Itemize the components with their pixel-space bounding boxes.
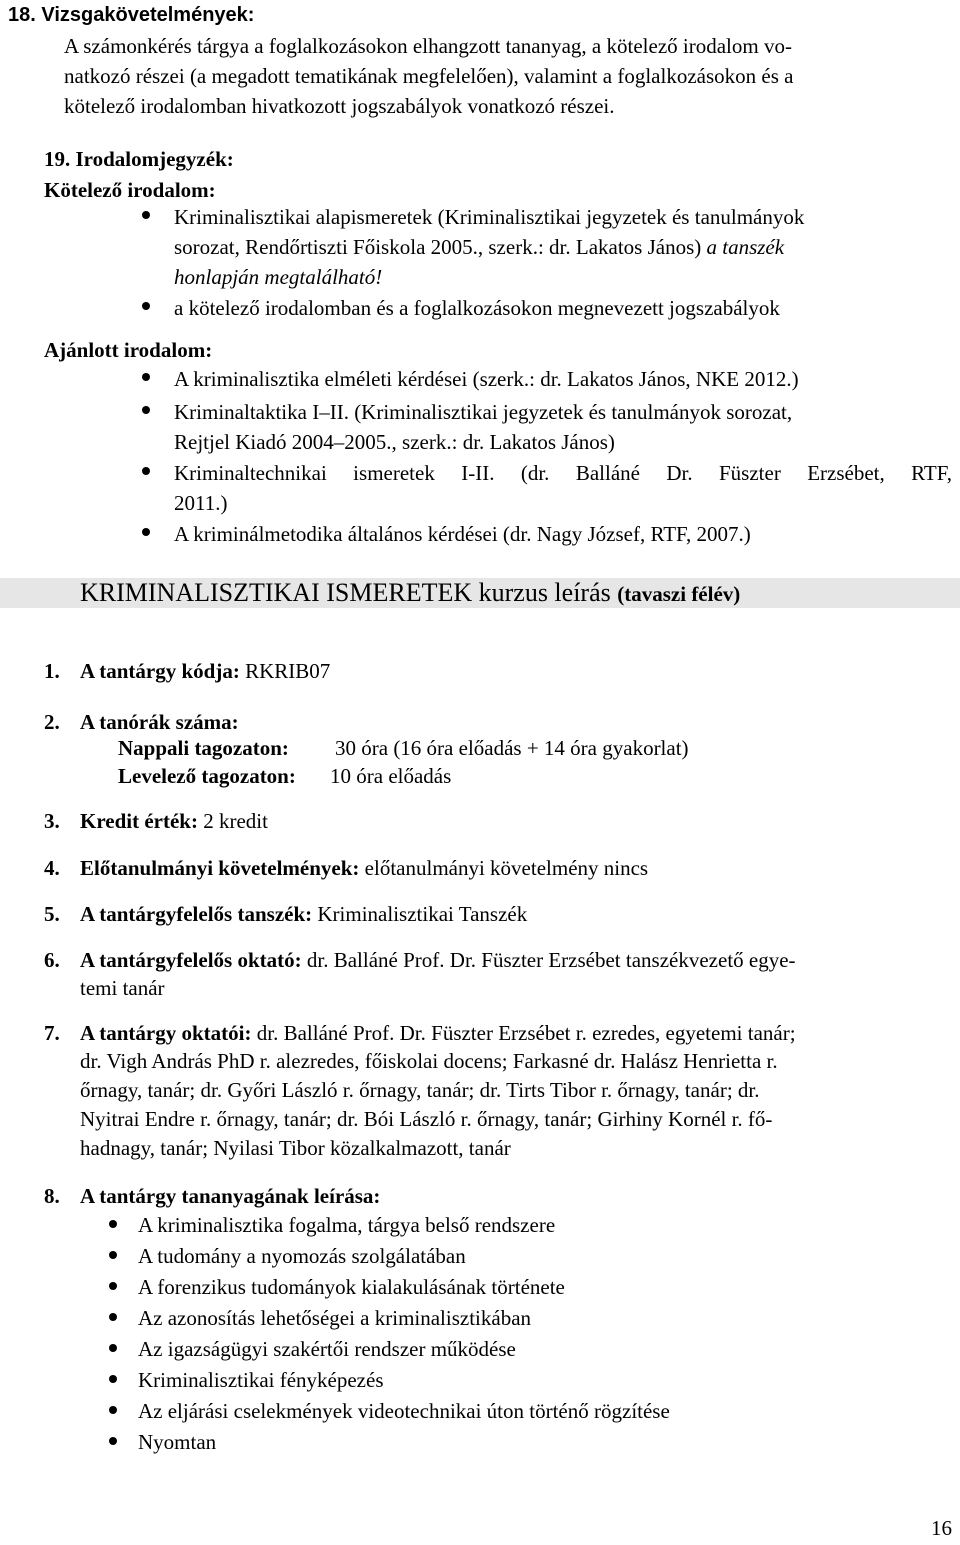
item-1-label: A tantárgy kódja: — [80, 659, 240, 683]
course-title-text: KRIMINALISZTIKAI ISMERETEK kurzus leírás — [80, 578, 611, 607]
list-item — [0, 1210, 960, 1241]
bullet-icon — [109, 1251, 117, 1259]
item-8-number: 8. — [44, 1184, 60, 1208]
bullet-icon — [142, 467, 150, 475]
item-4-value: előtanulmányi követelmény nincs — [364, 856, 649, 880]
required-item-1-line-1: Kriminalisztikai alapismeretek (Kriminalisztikai jegyzetek és tanulmányok — [174, 205, 805, 229]
item-6-label: A tantárgyfelelős oktató: — [80, 948, 302, 972]
recommended-item-2-line-2: Rejtjel Kiadó 2004–2005., szerk.: dr. Lakatos János) — [174, 430, 615, 454]
item-5-value: Kriminalisztikai Tanszék — [317, 902, 528, 926]
list-item-text: A kriminalisztika fogalma, tárgya belső rendszere — [138, 1213, 556, 1237]
item-5 — [80, 899, 527, 931]
list-item-text: Az azonosítás lehetőségei a kriminalisztikában — [138, 1306, 532, 1330]
item-7-line-4: Nyitrai Endre r. őrnagy, tanár; dr. Bói László r. őrnagy, tanár; Girhiny Kornél r. fő- — [80, 1107, 773, 1131]
item-2-day-label: Nappali tagozaton: — [118, 736, 289, 760]
list-item-text: Nyomtan — [138, 1430, 217, 1454]
item-2-day-value: 30 óra (16 óra előadás + 14 óra gyakorlat) — [335, 736, 689, 760]
recommended-item-2-line-1: Kriminaltaktika I–II. (Kriminalisztikai jegyzetek és tanulmányok sorozat, — [174, 400, 793, 424]
section-18-line-2: natkozó részei (a megadott tematikának megfelelően), valamint a foglalkozásokon és a — [64, 64, 794, 88]
item-2-number: 2. — [44, 710, 60, 734]
section-18-heading: 18. Vizsgakövetelmények: — [8, 4, 255, 26]
item-7-label: A tantárgy oktatói: — [80, 1021, 252, 1045]
item-4 — [80, 853, 648, 885]
bullet-icon — [142, 302, 150, 310]
section-18-line-3: kötelező irodalomban hivatkozott jogszabályok vonatkozó részei. — [64, 94, 615, 118]
item-7-number: 7. — [44, 1021, 60, 1045]
section-19-heading: 19. Irodalomjegyzék: — [44, 147, 234, 171]
item-7-line-3: őrnagy, tanár; dr. Győri László r. őrnagy, tanár; dr. Tirts Tibor r. őrnagy, tanár; dr. — [80, 1078, 760, 1102]
bullet-icon — [109, 1375, 117, 1383]
list-item — [0, 1365, 960, 1396]
bullet-icon — [142, 373, 150, 381]
list-item — [0, 1427, 960, 1458]
bullet-icon — [142, 528, 150, 536]
list-item — [0, 1303, 960, 1334]
required-item-1-line-2 — [174, 232, 784, 264]
required-item-1-line-3: honlapján megtalálható! — [174, 265, 383, 289]
recommended-item-1: A kriminalisztika elméleti kérdései (szerk.: dr. Lakatos János, NKE 2012.) — [174, 367, 799, 391]
recommended-item-4: A kriminálmetodika általános kérdései (dr. Nagy József, RTF, 2007.) — [174, 522, 751, 546]
item-3-label: Kredit érték: — [80, 809, 198, 833]
item-6-line-1 — [80, 945, 796, 977]
list-item-text: Az igazságügyi szakértői rendszer működése — [138, 1337, 516, 1361]
bullet-icon — [109, 1313, 117, 1321]
item-2-label: A tanórák száma: — [80, 710, 239, 734]
item-3 — [80, 806, 268, 838]
bullet-icon — [142, 406, 150, 414]
recommended-item-3-line-2: 2011.) — [174, 491, 228, 515]
page-number: 16 — [931, 1516, 952, 1540]
item-3-number: 3. — [44, 809, 60, 833]
item-8-label: A tantárgy tananyagának leírása: — [80, 1184, 381, 1208]
item-4-label: Előtanulmányi követelmények: — [80, 856, 360, 880]
required-item-1-text: sorozat, Rendőrtiszti Főiskola 2005., szerk.: dr. Lakatos János) — [174, 235, 702, 259]
item-2-correspondence-value: 10 óra előadás — [330, 764, 452, 788]
item-7-line-2: dr. Vigh András PhD r. alezredes, főiskolai docens; Farkasné dr. Halász Henrietta r. — [80, 1049, 778, 1073]
list-item-text: Kriminalisztikai fényképezés — [138, 1368, 384, 1392]
item-7-line-5: hadnagy, tanár; Nyilasi Tibor közalkalmazott, tanár — [80, 1136, 511, 1160]
required-item-2: a kötelező irodalomban és a foglalkozásokon megnevezett jogszabályok — [174, 296, 780, 320]
list-item — [0, 1241, 960, 1272]
recommended-item-3-line-1: Kriminaltechnikai ismeretek I-II. (dr. Balláné Dr. Füszter Erzsébet, RTF, — [174, 461, 952, 485]
bullet-icon — [142, 211, 150, 219]
list-item — [0, 1272, 960, 1303]
list-item — [0, 1396, 960, 1427]
course-semester: (tavaszi félév) — [617, 582, 741, 606]
list-item-text: Az eljárási cselekmények videotechnikai úton történő rögzítése — [138, 1399, 670, 1423]
item-6-number: 6. — [44, 948, 60, 972]
required-literature-label: Kötelező irodalom: — [44, 178, 216, 202]
section-18-line-1: A számonkérés tárgya a foglalkozásokon elhangzott tananyag, a kötelező irodalom vo- — [64, 34, 792, 58]
item-6-line-2: temi tanár — [80, 976, 165, 1000]
item-1-value: RKRIB07 — [245, 659, 331, 683]
list-item — [0, 1334, 960, 1365]
item-2-correspondence-label: Levelező tagozaton: — [118, 764, 296, 788]
item-6-value: dr. Balláné Prof. Dr. Füszter Erzsébet tanszékvezető egye- — [306, 948, 796, 972]
item-1-number: 1. — [44, 659, 60, 683]
list-item-text: A tudomány a nyomozás szolgálatában — [138, 1244, 466, 1268]
bullet-icon — [109, 1220, 117, 1228]
bullet-icon — [109, 1406, 117, 1414]
recommended-literature-label: Ajánlott irodalom: — [44, 338, 213, 362]
item-3-value: 2 kredit — [203, 809, 268, 833]
list-item-text: A forenzikus tudományok kialakulásának története — [138, 1275, 565, 1299]
course-title — [80, 573, 740, 613]
required-item-1-note: a tanszék — [706, 235, 785, 259]
bullet-icon — [109, 1282, 117, 1290]
item-7-value: dr. Balláné Prof. Dr. Füszter Erzsébet r. ezredes, egyetemi tanár; — [256, 1021, 796, 1045]
bullet-icon — [109, 1437, 117, 1445]
item-4-number: 4. — [44, 856, 60, 880]
item-5-number: 5. — [44, 902, 60, 926]
item-5-label: A tantárgyfelelős tanszék: — [80, 902, 313, 926]
item-1 — [80, 656, 330, 688]
bullet-icon — [109, 1344, 117, 1352]
